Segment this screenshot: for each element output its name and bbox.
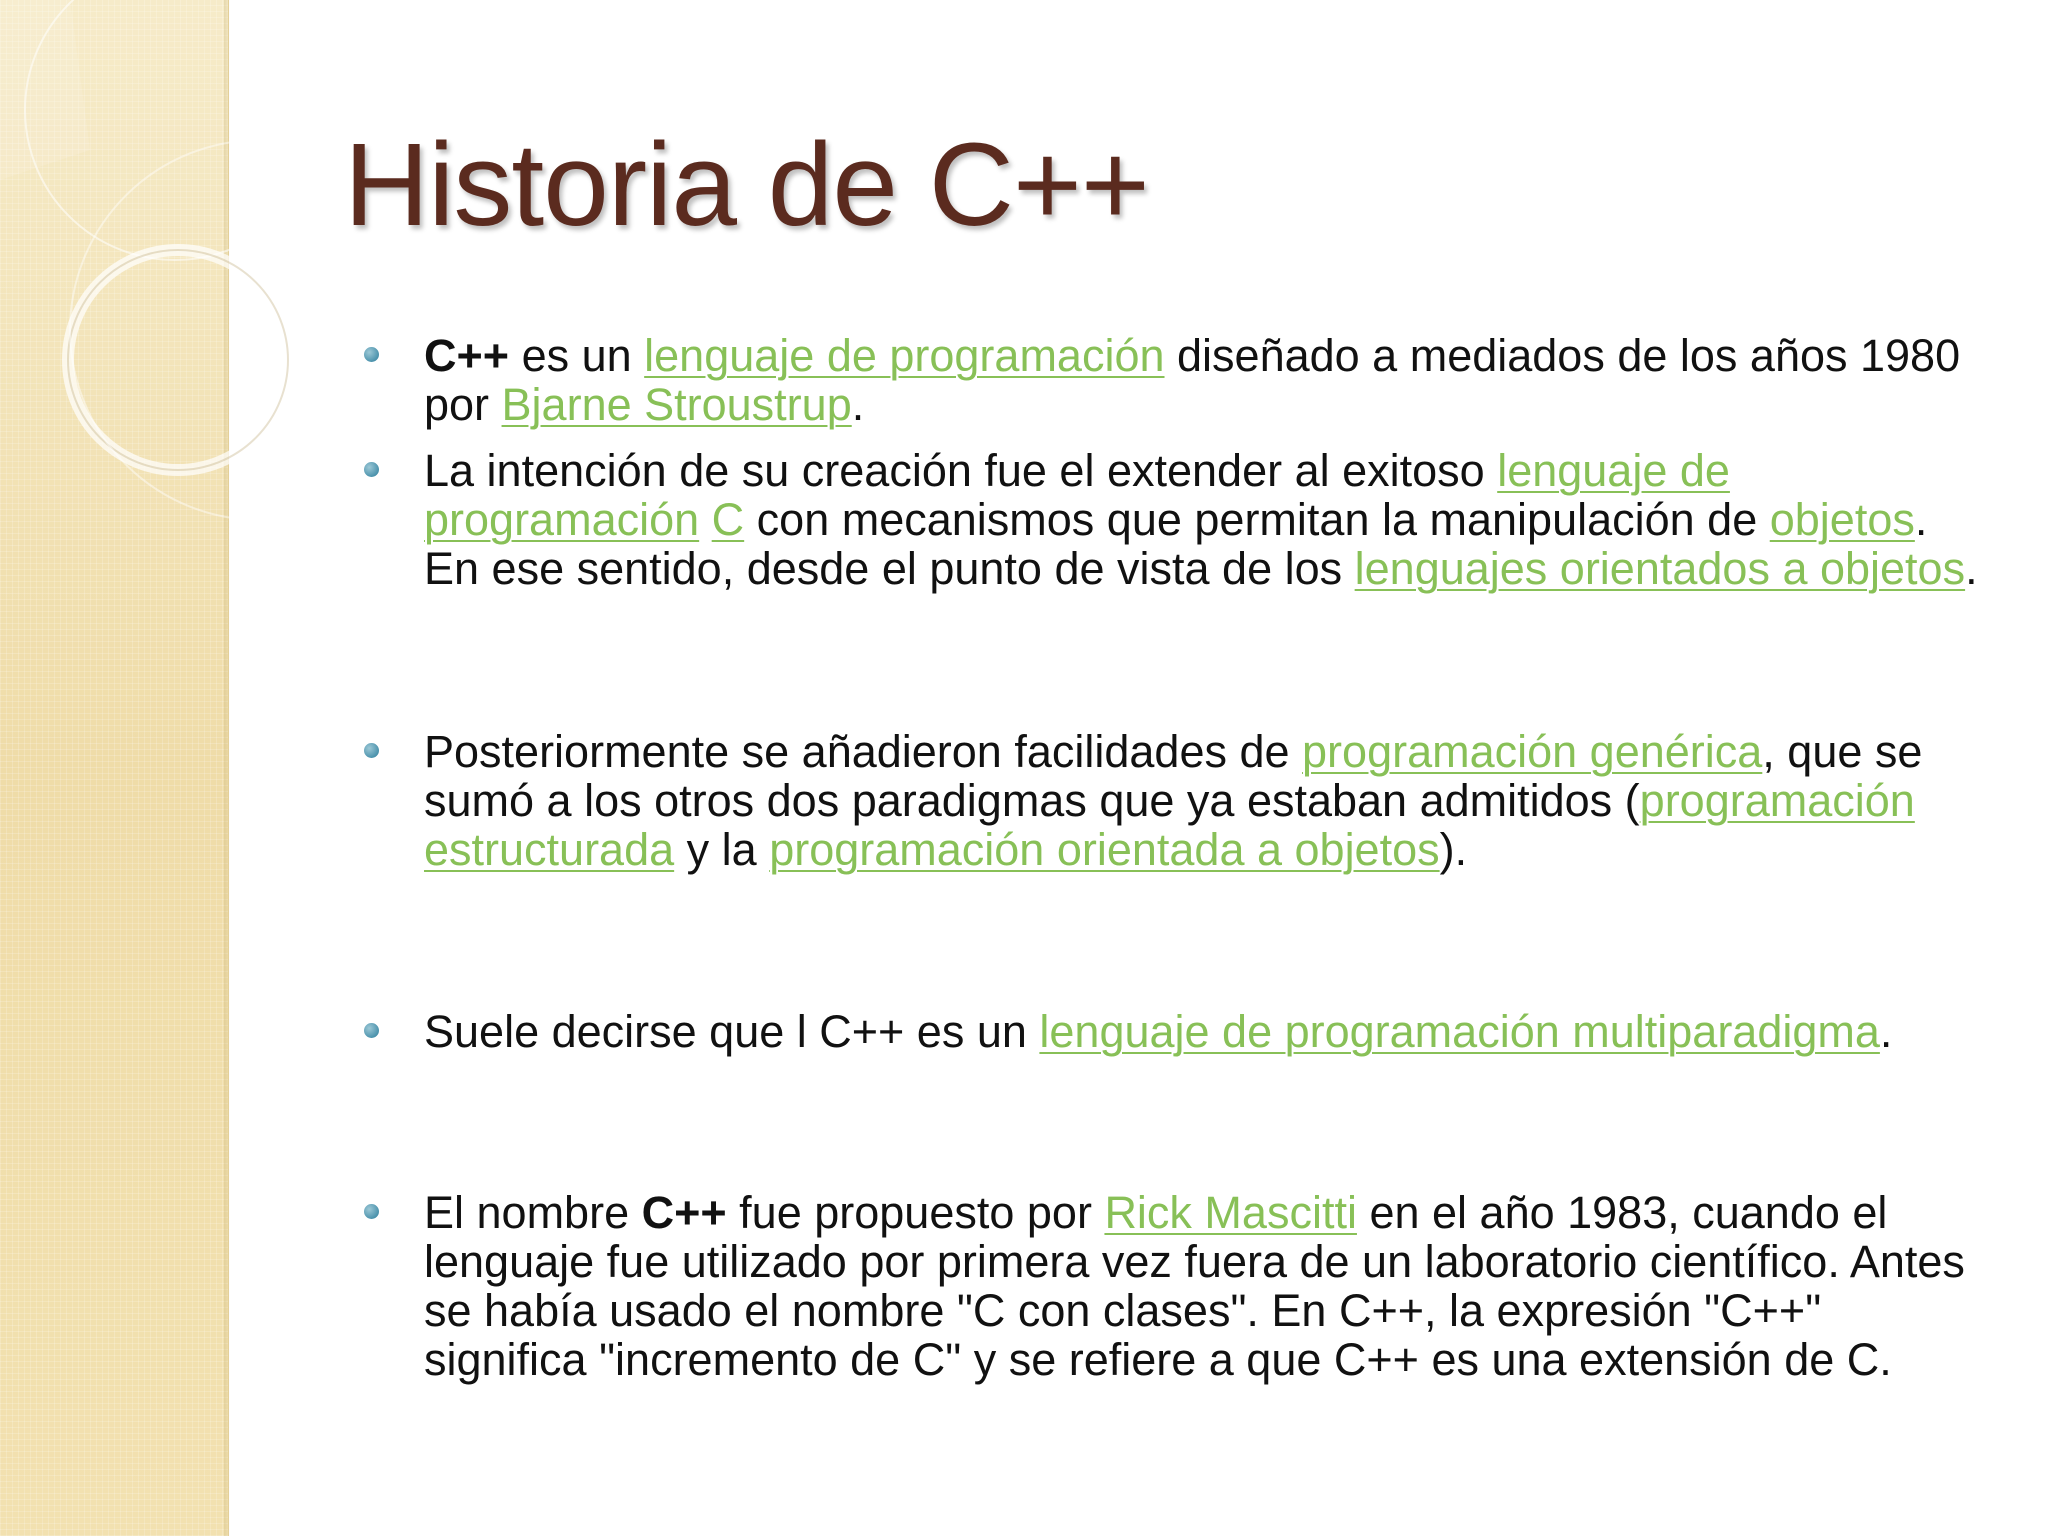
text-segment: El nombre bbox=[424, 1187, 642, 1238]
text-segment: . En ese sentido, desde el punto de vista de los bbox=[424, 494, 1928, 594]
link-lenguajes-orientados-a-objetos[interactable]: lenguajes orientados a objetos bbox=[1354, 543, 1966, 594]
text-segment bbox=[699, 494, 712, 545]
bullet-text bbox=[424, 446, 1984, 593]
link-lenguaje-de-programacion[interactable]: lenguaje de programación bbox=[644, 330, 1165, 381]
decorative-rings bbox=[0, 0, 420, 620]
text-segment: ). bbox=[1439, 824, 1468, 875]
text-segment: , que se sumó a los otros dos paradigmas que ya estaban admitidos ( bbox=[424, 726, 1923, 826]
link-bjarne-stroustrup[interactable]: Bjarne Stroustrup bbox=[501, 379, 852, 430]
text-segment: . bbox=[1965, 543, 1978, 594]
bullet-dot-icon bbox=[364, 462, 379, 477]
bullet-item-5 bbox=[424, 1188, 1984, 1384]
text-segment: La intención de su creación fue el extender al exitoso bbox=[424, 445, 1498, 496]
link-programacion-orientada-a-objetos[interactable]: programación orientada a objetos bbox=[769, 824, 1440, 875]
link-lenguaje-de-programacion[interactable]: lenguaje de programación bbox=[424, 445, 1730, 545]
text-segment: con mecanismos que permitan la manipulación de bbox=[744, 494, 1770, 545]
link-programacion-generica[interactable]: programación genérica bbox=[1302, 726, 1763, 777]
slide-title: Historia de C++ bbox=[344, 119, 1149, 251]
link-programacion-estructurada[interactable]: programación estructurada bbox=[424, 775, 1915, 875]
text-segment: es un bbox=[509, 330, 645, 381]
bullet-dot-icon bbox=[364, 1204, 379, 1219]
bullet-text bbox=[424, 1007, 1984, 1056]
bullet-text bbox=[424, 331, 1984, 429]
bold-term: C++ bbox=[641, 1187, 727, 1238]
link-rick-mascitti[interactable]: Rick Mascitti bbox=[1104, 1187, 1357, 1238]
bullet-dot-icon bbox=[364, 743, 379, 758]
bullet-item-3 bbox=[424, 727, 1984, 874]
bullet-dot-icon bbox=[364, 347, 379, 362]
bullet-item-4 bbox=[424, 1007, 1984, 1056]
link-c[interactable]: C bbox=[711, 494, 745, 545]
link-lenguaje-multiparadigma[interactable]: lenguaje de programación multiparadigma bbox=[1039, 1006, 1880, 1057]
text-segment: y la bbox=[674, 824, 770, 875]
bullet-item-1 bbox=[424, 331, 1984, 429]
text-segment: diseñado a mediados de los años 1980 por bbox=[424, 330, 1961, 430]
bullet-text bbox=[424, 1188, 1984, 1384]
text-segment: fue propuesto por bbox=[726, 1187, 1105, 1238]
text-segment: . bbox=[1879, 1006, 1893, 1057]
bold-term: C++ bbox=[424, 330, 510, 381]
text-segment: . bbox=[851, 379, 865, 430]
text-segment: Suele decirse que l C++ es un bbox=[424, 1006, 1040, 1057]
bullet-dot-icon bbox=[364, 1023, 379, 1038]
link-objetos[interactable]: objetos bbox=[1769, 494, 1915, 545]
text-segment: en el año 1983, cuando el lenguaje fue utilizado por primera vez fuera de un laboratorio científico. Antes se había usado el nombre "C con clases". En C++, la expresión "C++" significa "incremento de C" y se refiere a que C++ es una extensión de C. bbox=[424, 1187, 1965, 1385]
bullet-text bbox=[424, 727, 1984, 874]
bullet-item-2 bbox=[424, 446, 1984, 593]
text-segment: Posteriormente se añadieron facilidades de bbox=[424, 726, 1303, 777]
